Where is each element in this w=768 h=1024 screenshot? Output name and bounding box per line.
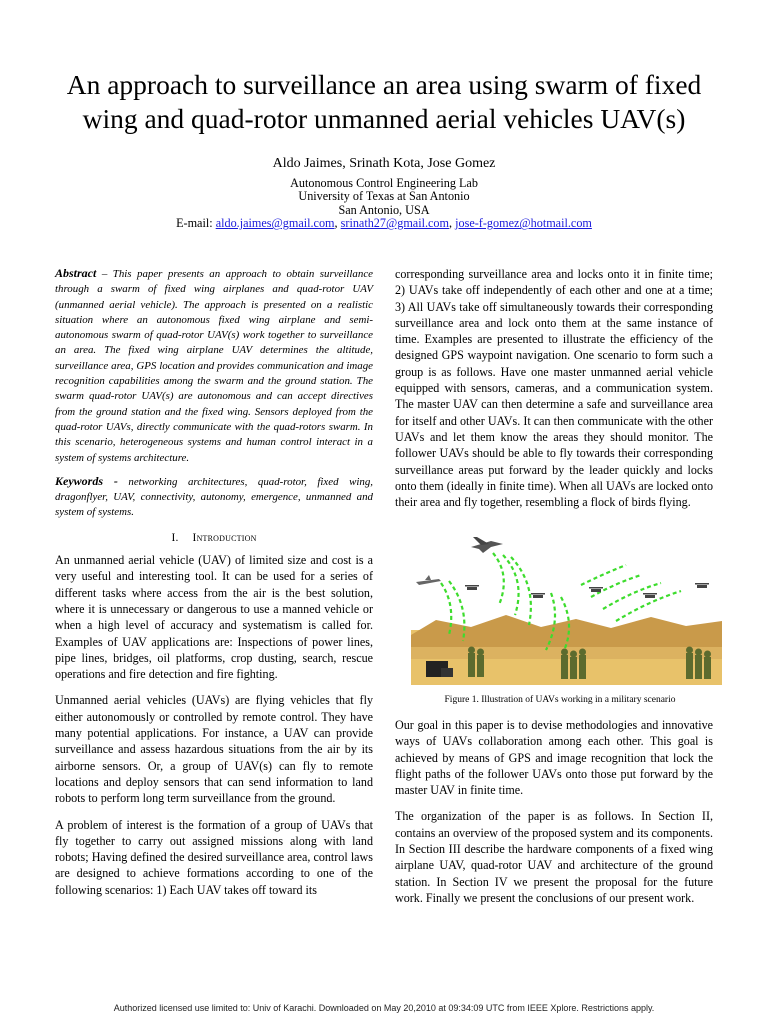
section-heading-introduction: I. Introduction <box>171 531 257 544</box>
paragraph: Unmanned aerial vehicles (UAVs) are flying vehicles that fly either autonomously or controlled by remote control. They have many potential applications. For instance, a UAV can provide surveillance and assess hazardous situations from the air by its airborne sensors. Or, a group of UAV(s) can fly to remote locations and deploy sensors that can send information to land robots to perform long term surveillance from the ground. <box>55 693 373 806</box>
email-line: E-mail: aldo.jaimes@gmail.com, srinath27@gmail.com, jose-f-gomez@hotmail.com <box>176 216 592 231</box>
lab-name: Autonomous Control Engineering Lab <box>290 176 478 190</box>
figure-caption: Figure 1. Illustration of UAVs working in a military scenario <box>444 695 676 705</box>
affiliation-block <box>0 177 768 231</box>
uav-scene-image <box>411 535 722 685</box>
author-list: Aldo Jaimes, Srinath Kota, Jose Gomez <box>272 156 496 171</box>
location: San Antonio, USA <box>338 202 430 217</box>
abstract <box>55 266 373 466</box>
keywords-label: Keywords - <box>55 473 118 488</box>
right-column <box>395 266 713 510</box>
paragraph: Our goal in this paper is to devise methodologies and innovative ways of UAVs collaboration among each other. This goal is achieved by means of GPS and image recognition that lock the flight paths of the follower UAVs onto those put forward by the master UAV in finite time. <box>395 718 713 798</box>
figure-uav-illustration <box>411 535 722 685</box>
email-link-3[interactable]: jose-f-gomez@hotmail.com <box>455 216 592 231</box>
email-label: E-mail: <box>176 216 216 231</box>
paragraph: A problem of interest is the formation of a group of UAVs that fly together to carry out assigned missions along with land robots; Having defined the desired surveillance area, control laws are designed to achieve formations according to one of the following scenarios: 1) Each UAV takes off toward its <box>55 817 373 897</box>
paragraph: The organization of the paper is as follows. In Section II, contains an overview of the proposed system and its components. In Section III describe the hardware components of a fixed wing airplane UAV, quad-rotor UAV and architecture of the ground station. In Section IV we present the proposal for the future work. Finally we present the conclusions of our present work. <box>395 809 713 905</box>
email-link-1[interactable]: aldo.jaimes@gmail.com <box>215 216 335 231</box>
download-notice-footer: Authorized licensed use limited to: Univ of Karachi. Downloaded on May 20,2010 at 09:34:09 UTC from IEEE Xplore. Restrictions apply. <box>113 1003 655 1013</box>
paper-title: An approach to surveillance an area using swarm of fixed wing and quad-rotor unmanned aerial vehicles UAV(s) <box>66 69 702 134</box>
abstract-text: – This paper presents an approach to obtain surveillance through a swarm of fixed wing airplanes and quad-rotor UAV (unmanned aerial vehicle). The approach is presented on a realistic situation where an autonomous fixed wing airplane and semi-autonomous swarm of quad-rotor UAV(s) work together to surveillance an area. The fixed wing airplane UAV determines the altitude, surveillance area, GPS location and provides communication and image recognition capabilities among the swarm and the ground station. The swarm quad-rotor UAV(s) are autonomous and can accept directives from the ground station and the fixed wing. Sensors deployed from the quad-rotor UAVs, directly communicate with the quad-rotors swarm. In this scenario, heterogeneous systems and human control interact in a system of systems architecture. <box>55 268 373 464</box>
paragraph: An unmanned aerial vehicle (UAV) of limited size and cost is a very useful and interesting tool. It can be used for a series of different tasks where access from the air is the best solution, where it is unnecessary or dangerous to use a manned vehicle or when a high level of accuracy and systematism is called for. Examples of UAV applications are: Inspections of power lines, pipe lines, bridges, oil platforms, crop dusting, search, rescue operations and fire detection and fire fighting. <box>55 553 373 682</box>
keywords <box>55 474 373 521</box>
university-name: University of Texas at San Antonio <box>298 189 470 204</box>
right-column-lower <box>395 717 713 906</box>
email-link-2[interactable]: srinath27@gmail.com <box>340 216 450 231</box>
keywords-text: networking architectures, quad-rotor, fixed wing, dragonflyer, UAV, connectivity, autonomy, emergence, unmanned and system of systems. <box>55 475 373 519</box>
left-column <box>55 266 373 898</box>
abstract-label: Abstract <box>55 266 97 280</box>
paragraph: corresponding surveillance area and locks onto it in finite time; 2) UAVs take off independently of each other and one at a time; 3) All UAVs take off simultaneously towards their corresponding surveillance area and lock onto them at the same instance of time. Examples are presented to illustrate the efficiency of the designed GPS waypoint navigation. One scenario to form such a group is as follows. Have one master unmanned aerial vehicle equipped with sensors, cameras, and a communication system. The master UAV can then determine a safe and surveillance area for itself and other UAVs. It can then communicate with the other UAVs and let them know the areas they should monitor. The follower UAVs should be able to fly towards their corresponding surveillance areas put forward by the leader quickly and locks onto them (ideally in finite time). When all UAVs are locked onto their area and fly together, resembling a flock of birds flying. <box>395 267 713 510</box>
